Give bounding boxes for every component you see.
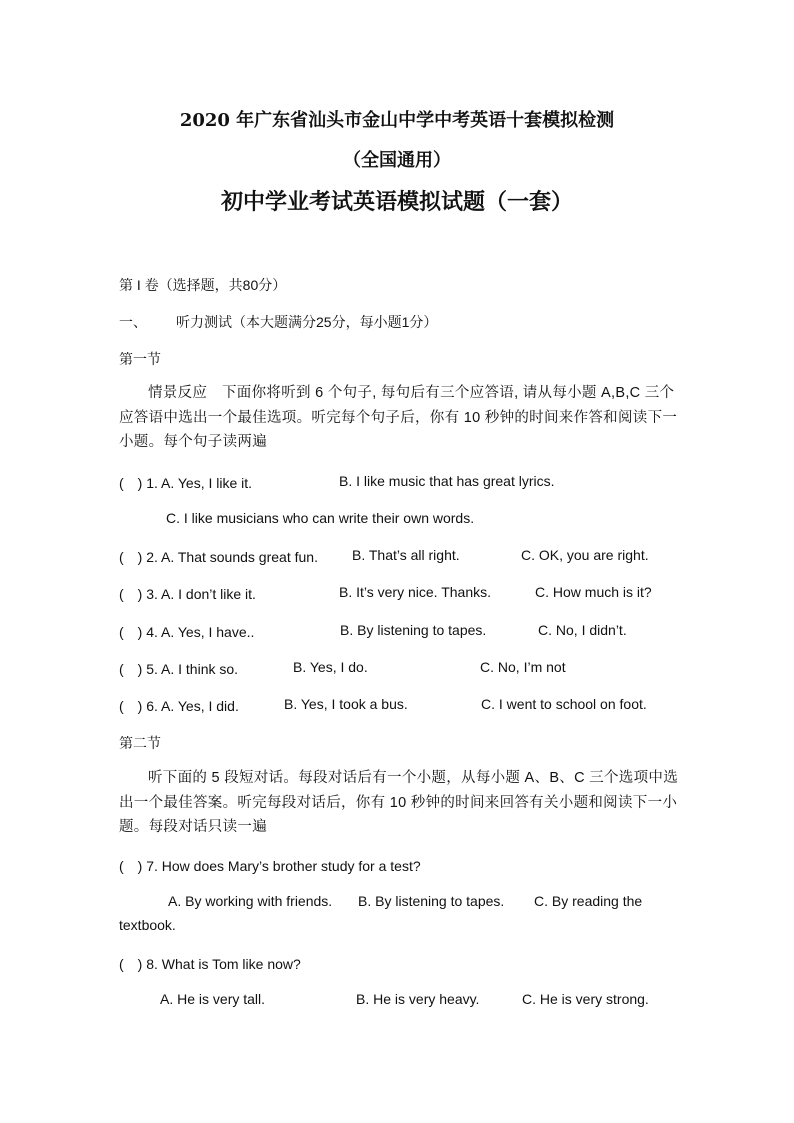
page-title-line1: 2020 年广东省汕头市金山中学中考英语十套模拟检测 — [179, 110, 615, 131]
subsection-heading-1: 第一节 — [119, 351, 161, 367]
question-1-option-b: B. I like music that has great lyrics. — [339, 473, 555, 489]
question-5-option-a: ( ) 5. A. I think so. — [119, 661, 239, 677]
page-title-line3: 初中学业考试英语模拟试题（一套） — [220, 189, 573, 215]
question-8-option-a: A. He is very tall. — [160, 991, 266, 1007]
question-4-option-b: B. By listening to tapes. — [340, 622, 487, 638]
section-title: 听力测试（本大题满分25分，每小题1分） — [176, 314, 438, 330]
section-number: 一、 — [119, 314, 147, 330]
question-1-option-c: C. I like musicians who can write their own words. — [166, 510, 475, 526]
question-6-option-a: ( ) 6. A. Yes, I did. — [119, 698, 239, 714]
question-5-option-b: B. Yes, I do. — [293, 659, 368, 675]
question-2-option-c: C. OK, you are right. — [521, 547, 649, 563]
question-6-option-b: B. Yes, I took a bus. — [284, 696, 408, 712]
question-7-option-c-continued: textbook. — [119, 917, 176, 933]
question-7-option-a: A. By working with friends. — [168, 893, 333, 909]
question-1-option-a: ( ) 1. A. Yes, I like it. — [119, 475, 253, 491]
question-7-option-b: B. By listening to tapes. — [358, 893, 505, 909]
question-4-option-a: ( ) 4. A. Yes, I have.. — [119, 624, 255, 640]
subsection-heading-2: 第二节 — [119, 735, 161, 751]
question-2-option-b: B. That’s all right. — [352, 547, 460, 563]
question-2-option-a: ( ) 2. A. That sounds great fun. — [119, 549, 318, 565]
instructions-2: 听下面的 5 段短对话。每段对话后有一个小题，从每小题 A、B、C 三个选项中选出一个最佳答案。听完每段对话后，你有 10 秒钟的时间来回答有关小题和阅读下一小题。每段对话只读一遍 — [119, 770, 678, 835]
instructions-1: 情景反应 下面你将听到 6 个句子, 每句后有三个应答语, 请从每小题 A,B,C 三个应答语中选出一个最佳选项。听完每个句子后，你有 10 秒钟的时间来作答和阅读下一小题。每个句子读两遍 — [119, 385, 678, 450]
question-8-stem: ( ) 8. What is Tom like now? — [119, 956, 301, 972]
question-8-option-b: B. He is very heavy. — [356, 991, 480, 1007]
question-6-option-c: C. I went to school on foot. — [481, 696, 647, 712]
page-title-line2: （全国通用） — [343, 150, 451, 171]
question-7-stem: ( ) 7. How does Mary’s brother study for a test? — [119, 858, 421, 874]
question-3-option-c: C. How much is it? — [535, 584, 652, 600]
question-4-option-c: C. No, I didn’t. — [538, 622, 627, 638]
question-3-option-a: ( ) 3. A. I don’t like it. — [119, 586, 256, 602]
part-heading: 第 I 卷（选择题，共80分） — [119, 277, 287, 293]
question-3-option-b: B. It’s very nice. Thanks. — [339, 584, 491, 600]
question-8-option-c: C. He is very strong. — [522, 991, 649, 1007]
question-7-option-c: C. By reading the — [534, 893, 643, 909]
question-5-option-c: C. No, I’m not — [480, 659, 566, 675]
